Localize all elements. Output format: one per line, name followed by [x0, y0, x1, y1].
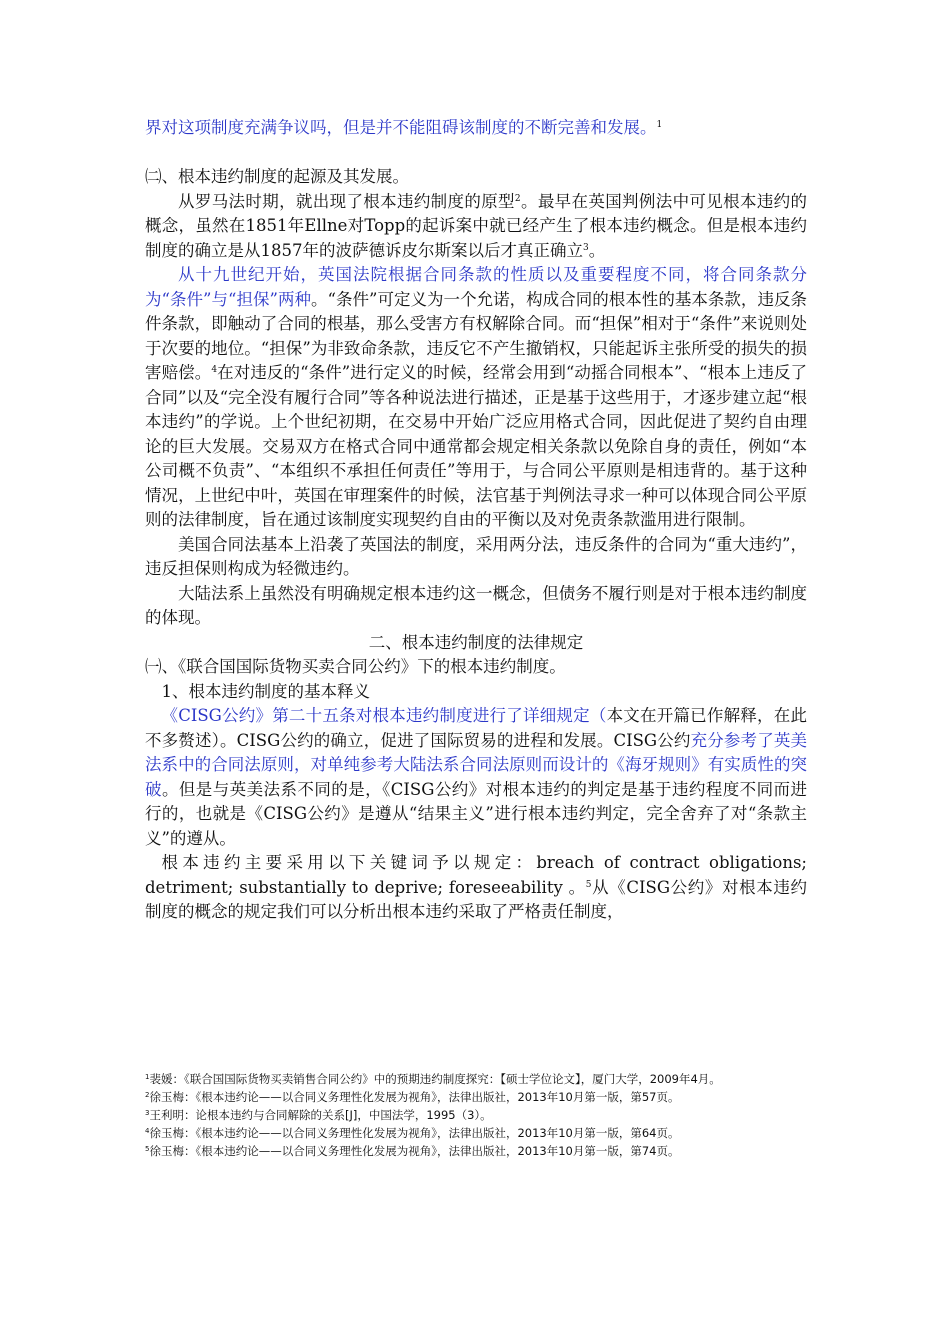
footnote-ref: 4	[211, 365, 218, 375]
section-title: 二、根本违约制度的法律规定	[368, 632, 584, 652]
highlighted-text: 从十九世纪开始，英国法院根据合同条款的性质以及重要程度不同，将合同条款分为“条件”与“担保”两种	[145, 265, 807, 309]
body-text	[145, 116, 807, 141]
footnote-ref: 2	[514, 193, 521, 204]
footnote-ref: 1	[656, 120, 663, 130]
section-heading-origin: ㈡、根本违约制度的起源及其发展。	[145, 167, 409, 186]
continued-text: 界对这项制度充满争议吗，但是并不能阻碍该制度的不断完善和发展。	[145, 118, 657, 137]
sub-sub-heading: 1、根本违约制度的基本释义	[161, 681, 370, 701]
paragraph-keywords: 根本违约主要采用以下关键词予以规定：breach of contract obligations; detriment; substantially to deprive; foreseeability 。$^5$从《CISG公约》对根本违约制度的概念的规定我们可以分析出根本违约采取了严格责任制度，	[145, 853, 807, 921]
highlighted-text: 充分参考了英美法系中的合同法原则，对单纯参考大陆法系合同法原则而设计的《海牙规则》有实质性的突破	[145, 730, 807, 799]
sub-heading: ㈠、《联合国国际货物买卖合同公约》下的根本违约制度。	[145, 657, 566, 676]
highlighted-text: 《CISG公约》第二十五条对根本违约制度进行了详细规定（	[161, 706, 607, 725]
paragraph-cisg: 《CISG公约》第二十五条对根本违约制度进行了详细规定（本文在开篇已作解释，在此不多赘述）。CISG公约的确立，促进了国际贸易的进程和发展。CISG公约充分参考了英美法系中的合同法原则，对单纯参考大陆法系合同法原则而设计的《海牙规则》有实质性的突破。但是与英美法系不同的是，《CISG公约》对根本违约的判定是基于违约程度不同而进行的，也就是《CISG公约》是遵从“结果主义”进行根本违约判定，完全舍弃了对“条款主义”的遵从。	[145, 706, 807, 848]
paragraph-roman-law: 从罗马法时期，就出现了根本违约制度的原型$^2$。最早在英国判例法中可见根本违约的概念，虽然在1851年Ellne对Topp的起诉案中就已经产生了根本违约概念。但是根本违约制度的确立是从1857年的波萨德诉皮尔斯案以后才真正确立$^3$。	[145, 191, 808, 260]
paragraph-continental-law: 大陆法系上虽然没有明确规定根本违约这一概念，但债务不履行则是对于根本违约制度的体现。	[145, 583, 807, 627]
footnote-ref: 3	[583, 242, 589, 253]
footnote-ref: 5	[585, 879, 592, 890]
continued-paragraph	[145, 116, 807, 141]
footnote: $^5$徐玉梅：《根本违约论——以合同义务理性化发展为视角》，法律出版社，2013年10月第一版，第74页。	[145, 1144, 680, 1158]
footnote: $^4$徐玉梅：《根本违约论——以合同义务理性化发展为视角》，法律出版社，2013年10月第一版，第64页。	[145, 1126, 680, 1140]
paragraph-us-law: 美国合同法基本上沿袭了英国法的制度，采用两分法，违反条件的合同为“重大违约”，违反担保则构成为轻微违约。	[145, 534, 807, 578]
footnote: $^3$王利明：论根本违约与合同解除的关系[J]，中国法学，1995（3）。	[145, 1108, 492, 1122]
paragraph-english-law: 从十九世纪开始，英国法院根据合同条款的性质以及重要程度不同，将合同条款分为“条件”与“担保”两种。“条件”可定义为一个允诺，构成合同的根本性的基本条款，违反条件条款，即触动了合同的根基，那么受害方有权解除合同。而“担保”相对于“条件”来说则处于次要的地位。“担保”为非致命条款，违反它不产生撤销权，只能起诉主张所受的损失的损害赔偿。$^4$在对违反的“条件”进行定义的时候，经常会用到“动摇合同根本”、“根本上违反了合同”以及“完全没有履行合同”等各种说法进行描述，正是基于这些用于，才逐步建立起“根本违约”的学说。上个世纪初期，在交易中开始广泛应用格式合同，因此促进了契约自由理论的巨大发展。交易双方在格式合同中通常都会规定相关条款以免除自身的责任，例如“本公司概不负责”、“本组织不承担任何责任”等用于，与合同公平原则是相违背的。基于这种情况，上世纪中叶，英国在审理案件的时候，法官基于判例法寻求一种可以体现合同公平原则的法律制度，旨在通过该制度实现契约自由的平衡以及对免责条款滥用进行限制。	[145, 265, 807, 529]
footnote: $^2$徐玉梅：《根本违约论——以合同义务理性化发展为视角》，法律出版社，2013年10月第一版，第57页。	[145, 1090, 680, 1104]
main-text	[145, 165, 807, 925]
footnotes	[145, 1071, 807, 1161]
footnote: $^1$裴媛：《联合国国际货物买卖销售合同公约》中的预期违约制度探究：【硕士学位论文】，厦门大学，2009年4月。	[145, 1072, 721, 1086]
